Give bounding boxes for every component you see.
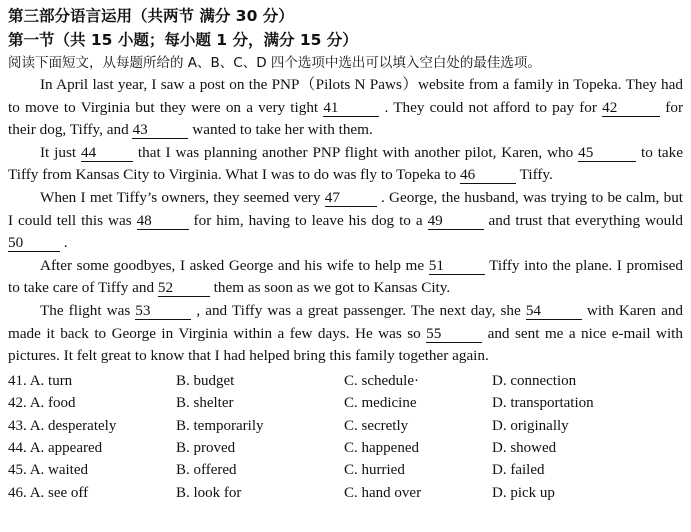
option-d: D. originally: [492, 417, 569, 434]
option-b: B. budget: [176, 372, 235, 389]
passage-text: that I was planning another PNP flight with another pilot, Karen, who: [133, 143, 579, 161]
passage-paragraph: [8, 300, 683, 368]
passage-text: and sent me a nice e-mail with pictures. It felt great to know that I had helped bring this family together again.: [8, 324, 683, 365]
option-d: D. transportation: [492, 395, 594, 412]
option-c: C. secretly: [344, 417, 409, 434]
question-41-options: [8, 370, 683, 392]
question-45-options: [8, 459, 683, 481]
question-44-options: [8, 437, 683, 459]
blank-47: 47: [325, 190, 377, 207]
option-a-text: A. appeared: [29, 439, 103, 456]
option-b: B. proved: [176, 439, 236, 456]
option-a: [8, 415, 176, 437]
option-d: D. connection: [492, 372, 577, 389]
passage-text: , and Tiffy was a great passenger. The next day, she: [191, 301, 526, 319]
passage-text: . George, the husband, was trying to be calm, but I could tell this was: [8, 188, 684, 229]
passage-text: .: [60, 234, 68, 252]
option-a: [8, 392, 176, 414]
question-number: 44.: [8, 439, 27, 456]
section-title: 第三部分语言运用（共两节 满分 30 分）: [8, 7, 294, 25]
option-c: C. happened: [344, 439, 419, 456]
option-d: D. pick up: [492, 484, 555, 501]
question-number: 45.: [8, 462, 27, 479]
option-c: C. medicine: [344, 395, 417, 412]
blank-50: 50: [8, 235, 60, 252]
passage-text: Tiffy into the plane. I promised to take care of Tiffy and: [8, 256, 684, 297]
blank-43: 43: [132, 122, 188, 139]
blank-55: 55: [426, 326, 482, 343]
passage-text: Tiffy.: [516, 166, 553, 184]
blank-45: 45: [578, 145, 636, 162]
option-b: B. look for: [176, 484, 242, 501]
option-d: D. failed: [492, 462, 545, 479]
option-d: D. showed: [492, 439, 557, 456]
passage-paragraph: [8, 187, 683, 255]
option-b: B. temporarily: [176, 417, 264, 434]
blank-48: 48: [137, 213, 189, 230]
subsection-title: 第一节（共 15 小题；每小题 1 分，满分 15 分）: [8, 31, 358, 49]
question-number: 46.: [8, 484, 27, 501]
blank-42: 42: [602, 100, 660, 117]
option-c: C. hand over: [344, 484, 422, 501]
passage-text: with Karen and made it back to George in Virginia within a few days. He was so: [8, 301, 684, 342]
blank-41: 41: [323, 100, 379, 117]
passage-text: and trust that everything would: [483, 211, 684, 229]
passage-text: When I met Tiffy’s owners, they seemed very: [40, 188, 325, 206]
passage-text: In April last year, I saw a post on the PNP（Pilots N Paws）website from a family in Topeka. They had to move to Virginia but they were on a very tight: [8, 76, 683, 116]
question-42-options: [8, 392, 683, 414]
passage-text: for him, having to leave his dog to a: [188, 211, 428, 229]
blank-51: 51: [429, 258, 485, 275]
passage-paragraph: [8, 74, 683, 142]
question-46-options: [8, 482, 683, 504]
option-a-text: A. see off: [29, 484, 89, 501]
option-a-text: A. turn: [29, 372, 73, 389]
passage-text: It just: [40, 143, 81, 161]
passage-paragraph: [8, 142, 683, 187]
passage-text: After some goodbyes, I asked George and his wife to help me: [40, 256, 429, 274]
option-b: B. offered: [176, 462, 237, 479]
blank-49: 49: [428, 213, 484, 230]
option-a-text: A. waited: [29, 462, 89, 479]
option-b: B. shelter: [176, 395, 234, 412]
answer-options: [8, 370, 683, 504]
passage-text: them as soon as we got to Kansas City.: [209, 279, 451, 297]
option-a-text: A. desperately: [29, 417, 117, 434]
instruction-text: 阅读下面短文，从每题所给的 A、B、C、D 四个选项中选出可以填入空白处的最佳选项。: [8, 55, 541, 71]
option-a: [8, 370, 176, 392]
question-number: 43.: [8, 417, 27, 434]
cloze-passage: [8, 74, 683, 368]
question-number: 42.: [8, 395, 27, 412]
passage-text: wanted to take her with them.: [188, 121, 373, 139]
option-c: C. schedule·: [344, 372, 419, 389]
blank-46: 46: [460, 167, 516, 184]
option-a-text: A. food: [29, 395, 76, 412]
passage-text: to take Tiffy from Kansas City to Virginia. What I was to do was fly to Topeka to: [8, 143, 683, 184]
option-a: [8, 459, 176, 481]
blank-53: 53: [135, 303, 191, 320]
blank-54: 54: [526, 303, 582, 320]
question-43-options: [8, 415, 683, 437]
passage-paragraph: [8, 255, 683, 300]
blank-44: 44: [81, 145, 133, 162]
question-number: 41.: [8, 372, 27, 389]
option-a: [8, 482, 176, 504]
passage-text: for their dog, Tiffy, and: [8, 98, 683, 139]
passage-text: . They could not afford to pay for: [379, 98, 603, 116]
option-a: [8, 437, 176, 459]
blank-52: 52: [158, 280, 210, 297]
passage-text: The flight was: [40, 301, 136, 319]
option-c: C. hurried: [344, 462, 405, 479]
